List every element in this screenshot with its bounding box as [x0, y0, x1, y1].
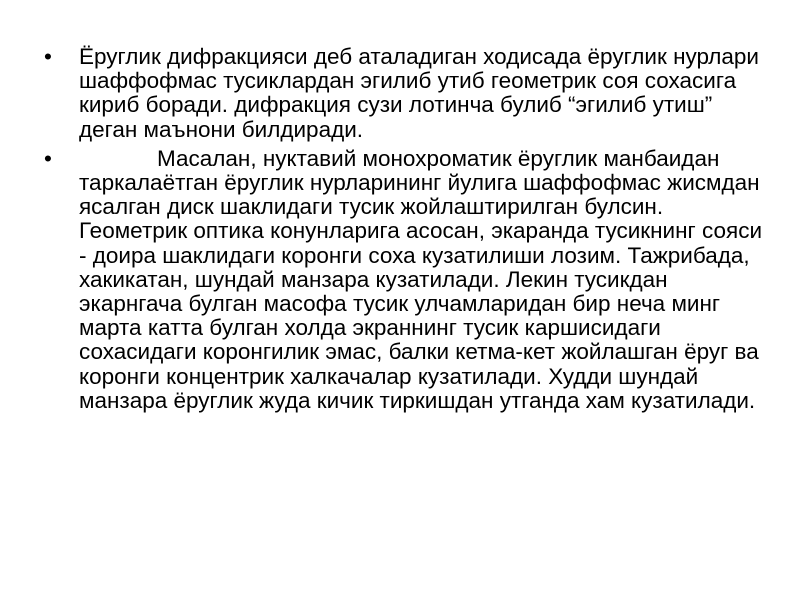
bullet-marker: • [44, 145, 52, 171]
bullet-marker: • [44, 44, 52, 69]
bullet-text: Ёруглик дифракцияси деб аталадиган ходисада ёруглик нурлари шаффофмас тусиклардан эгилиб утиб геометрик соя сохасига кириб боради. дифракция сузи лотинча булиб “эгилиб утиш” деган маънони билдиради. [79, 44, 759, 142]
bullet-item-diffraction-definition [44, 45, 764, 142]
bullet-text: Масалан, нуктавий монохроматик ёруглик манбаидан таркалаётган ёруглик нурларининг йулига шаффофмас жисмдан ясалган диск шаклидаги тусик жойлаштирилган булсин. Геометрик оптика конунларига асосан, экаранда тусикнинг сояси - доира шаклидаги коронги соха кузатилиши лозим. Тажрибада, хакикатан, шундай манзара кузатилади. Лекин тусикдан экарнгача булган масофа тусик улчамларидан бир неча минг марта катта булган холда экраннинг тусик каршисидаги сохасидаги коронгилик эмас, балки кетма-кет жойлашган ёруг ва коронги концентрик халкачалар кузатилади. Худди шундай манзара ёруглик жуда кичик тиркишдан утганда хам кузатилади. [79, 145, 763, 413]
bullet-item-diffraction-example [44, 147, 764, 413]
bullet-list [44, 45, 764, 418]
